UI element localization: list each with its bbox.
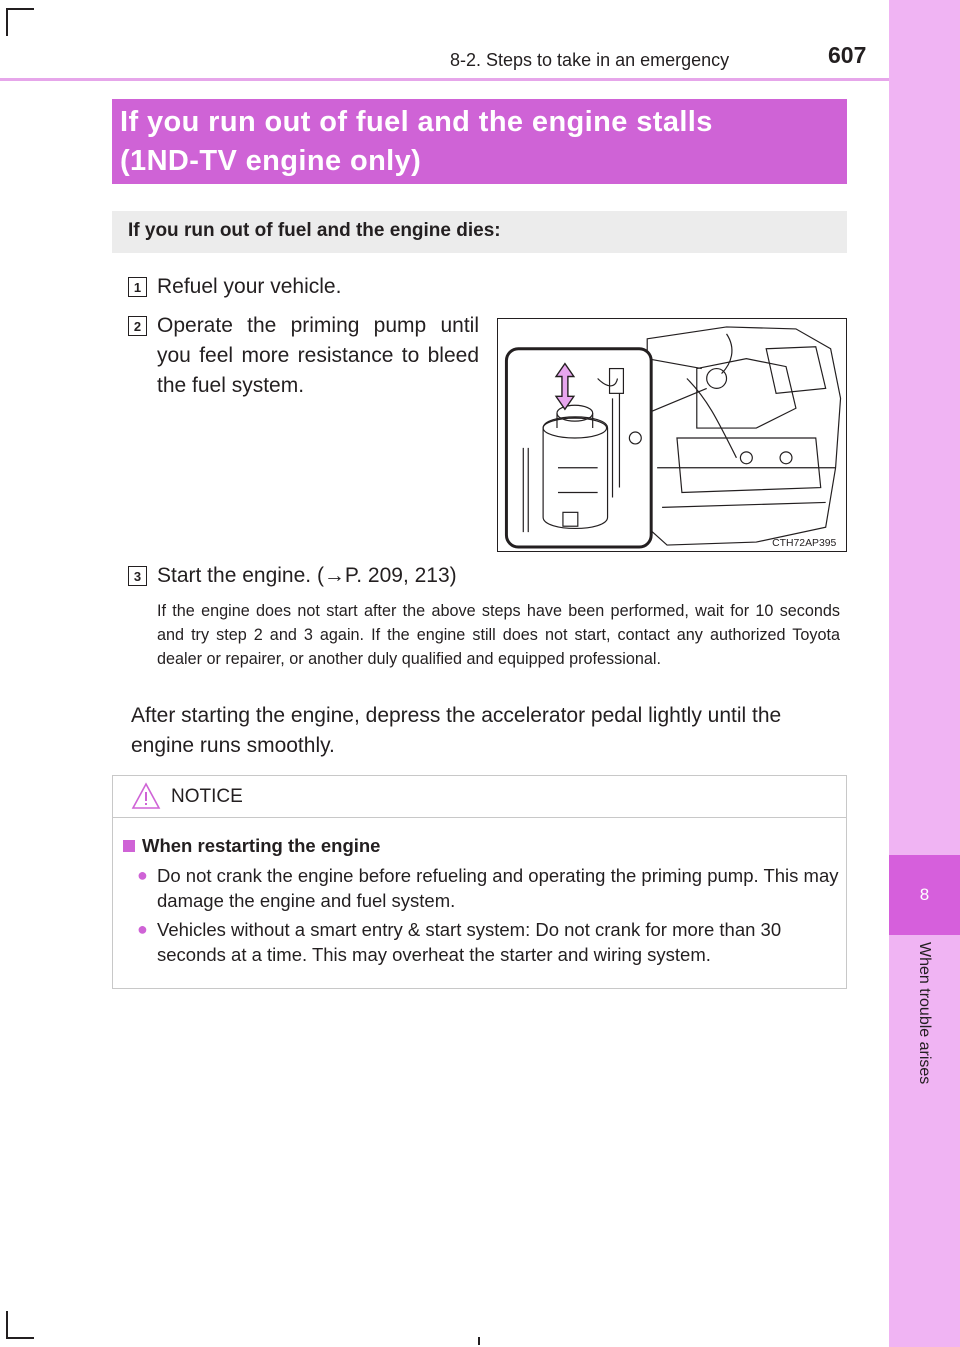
- figure-code: CTH72AP395: [772, 538, 837, 550]
- page-number: 607: [828, 42, 867, 68]
- crop-mark: [6, 1337, 34, 1339]
- notice-item-title-text: When restarting the engine: [142, 835, 381, 856]
- notice-bullet-text: Vehicles without a smart entry & start system: Do not crank for more than 30 seconds at a time. This may overheat the starter and wiring system.: [157, 919, 782, 965]
- warning-icon: [131, 782, 161, 810]
- notice-bullet: [137, 863, 839, 913]
- chapter-label-text: When trouble arises: [916, 942, 933, 1085]
- header-divider: [0, 78, 889, 81]
- page-title-line1: If you run out of fuel and the engine stalls: [120, 106, 713, 138]
- step-text-1: Refuel your vehicle.: [157, 275, 342, 298]
- after-start-text: After starting the engine, depress the accelerator pedal lightly until the engine runs smoothly.: [131, 704, 782, 757]
- step3-note: If the engine does not start after the above steps have been performed, wait for 10 seconds and try step 2 and 3 again. If the engine still does not start, contact any authorized Toyota dealer or repairer, or another duly qualified and equipped professional.: [157, 602, 840, 668]
- notice-label: NOTICE: [171, 786, 243, 807]
- subtitle-box: [112, 211, 847, 253]
- step-number-2: 2: [128, 316, 147, 336]
- notice-item-title: [123, 835, 380, 857]
- crop-mark: [6, 8, 34, 10]
- priming-pump-illustration: [497, 318, 847, 552]
- notice-bullet: [137, 917, 839, 967]
- notice-box: [112, 775, 847, 989]
- step-number-1: 1: [128, 277, 147, 297]
- crop-mark: [478, 1337, 480, 1345]
- page-title-line2: (1ND-TV engine only): [120, 145, 422, 177]
- chapter-side-tab: [889, 0, 960, 1347]
- round-bullet-icon: ●: [137, 919, 148, 939]
- notice-bullet-text: Do not crank the engine before refueling and operating the priming pump. This may damage the engine and fuel system.: [157, 865, 839, 911]
- round-bullet-icon: ●: [137, 865, 148, 885]
- step-text-3: Start the engine. (→P. 209, 213): [157, 564, 457, 587]
- step-number-3: 3: [128, 566, 147, 586]
- square-bullet-icon: [123, 840, 135, 852]
- step-text-2: Operate the priming pump until you feel more resistance to bleed the fuel system.: [157, 314, 479, 397]
- section-title: 8-2. Steps to take in an emergency: [450, 50, 730, 70]
- chapter-label: [906, 942, 942, 1132]
- crop-mark: [6, 8, 8, 36]
- chapter-number: 8: [889, 855, 960, 935]
- crop-mark: [6, 1311, 8, 1339]
- subtitle-text: If you run out of fuel and the engine dies:: [128, 220, 501, 241]
- notice-header: [113, 776, 846, 818]
- page-title: [112, 99, 847, 184]
